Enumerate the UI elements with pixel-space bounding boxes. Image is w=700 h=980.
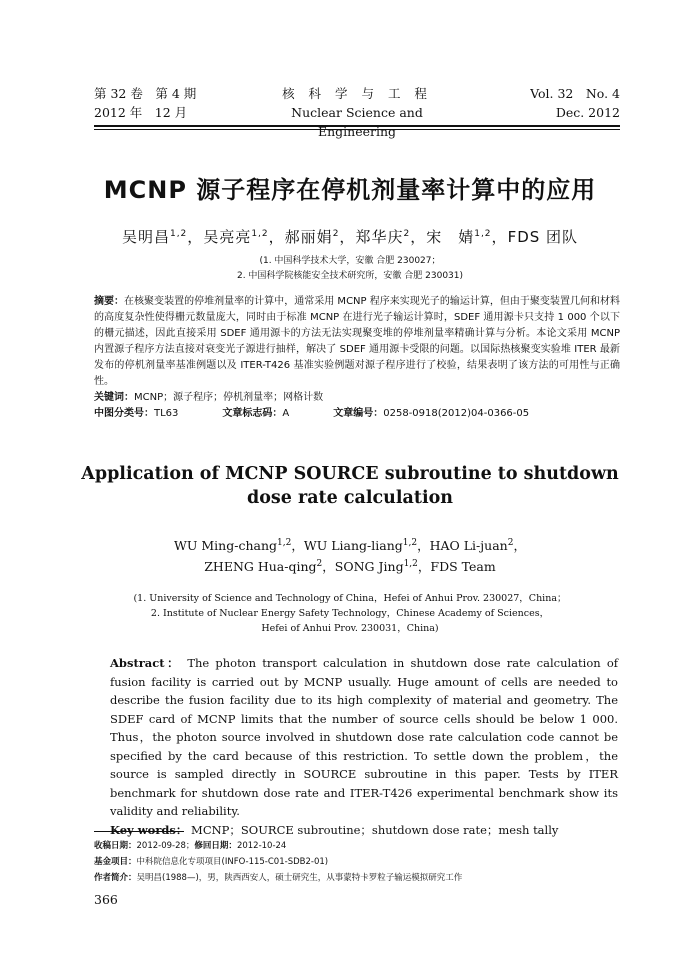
keywords-label: 关键词： xyxy=(94,392,134,403)
author: WU Ming-chang$^{1,2}$， xyxy=(174,538,304,554)
article-no-label: 文章编号： xyxy=(333,408,384,419)
title-line: Application of MCNP SOURCE subroutine to shutdown xyxy=(81,464,619,484)
affiliation-line: 2. Institute of Nuclear Energy Safety Technology，Chinese Academy of Sciences， xyxy=(150,608,550,619)
english-authors xyxy=(60,534,640,576)
keywords-label: Key words： xyxy=(110,822,188,837)
keywords-text: MCNP；SOURCE subroutine；shutdown dose rate；mesh tally xyxy=(191,822,559,837)
chinese-abstract xyxy=(94,294,620,422)
header-rule-thick xyxy=(94,125,620,127)
revised-date: 2012-10-24 xyxy=(236,841,287,851)
author: FDS Team xyxy=(430,559,496,575)
journal-name-en: Nuclear Science and Engineering xyxy=(291,105,423,139)
doc-code-label: 文章标志码： xyxy=(222,408,283,419)
author: 郝丽娟$^2$ xyxy=(284,228,340,246)
abstract-text: 在核聚变装置的停堆剂量率的计算中，通常采用 MCNP 程序来实现光子的输运计算，但由于聚变装置几何和材料的高度复杂性使得栅元数量庞大，同时由于标准 MCNP 在进行光子输运计算时，SDEF 通用源卡只支持 1 000 个以下的栅元描述，因此直接采用 SDEF 通用源卡的方法无法实现聚变堆的停堆剂量率精确计算与分析。本论文采用 MCNP 内置源子程序方法直接对衰变光子源进行抽样，解决了 SDEF 通用源卡受限的问题。以国际热核聚变实验堆 ITER 最新发布的停机剂量率基准例题以及 ITER-T426 基准实验例题对源子程序进行了校验，结果表明了该方法的可用性与正确性。 xyxy=(94,296,620,387)
clc-label: 中图分类号： xyxy=(94,408,154,419)
affiliation-line: Hefei of Anhui Prov. 230031，China) xyxy=(261,623,439,634)
author: SONG Jing$^{1,2}$， xyxy=(334,559,431,575)
title-line: dose rate calculation xyxy=(247,488,453,508)
author: ZHENG Hua-qing$^2$， xyxy=(204,559,335,575)
chinese-title: MCNP 源子程序在停机剂量率计算中的应用 xyxy=(103,176,597,204)
author: 吴亮亮$^{1,2}$ xyxy=(203,228,269,246)
keywords-text: MCNP；源子程序；停机剂量率；网格计数 xyxy=(134,392,324,403)
footnotes xyxy=(94,838,620,886)
date-cn: 2012 年 12 月 xyxy=(94,105,188,120)
header-rule-thin xyxy=(94,129,620,130)
clc-value: TL63 xyxy=(154,408,179,419)
footnote-rule xyxy=(94,831,184,832)
author: HAO Li-juan$^2$， xyxy=(429,538,526,554)
volume-issue-en: Vol. 32 No. 4 xyxy=(530,86,620,101)
received-label: 收稿日期： xyxy=(94,841,137,851)
page-number: 366 xyxy=(94,892,118,907)
article-no-value: 0258-0918(2012)04-0366-05 xyxy=(383,408,530,419)
author: 郑华庆$^2$ xyxy=(355,228,411,246)
classification-row xyxy=(94,406,620,422)
journal-name-cn: 核 科 学 与 工 程 xyxy=(282,86,432,101)
abstract-label: 摘要： xyxy=(94,296,125,307)
author: FDS 团队 xyxy=(507,228,579,246)
volume-issue-cn: 第 32 卷 第 4 期 xyxy=(94,86,197,101)
bio-label: 作者简介： xyxy=(94,873,137,883)
revised-label: 修回日期： xyxy=(194,841,237,851)
doc-code-value: A xyxy=(282,408,290,419)
chinese-authors: 吴明昌$^{1,2}$，吴亮亮$^{1,2}$，郝丽娟$^2$，郑华庆$^2$，宋 婧$^{1,2}$，FDS 团队 xyxy=(121,228,579,246)
author: WU Liang-liang$^{1,2}$， xyxy=(303,538,430,554)
english-title xyxy=(80,462,620,510)
date-en: Dec. 2012 xyxy=(555,105,620,120)
received-date: 2012-09-28； xyxy=(136,841,195,851)
fund-label: 基金项目： xyxy=(94,857,137,867)
running-header xyxy=(94,84,620,141)
fund-text: 中科院信息化专项项目(INFO-115-C01-SDB2-01) xyxy=(136,857,329,867)
chinese-affiliations xyxy=(60,254,640,284)
english-affiliations xyxy=(60,591,640,636)
abstract-text: The photon transport calculation in shutdown dose rate calculation of fusion facility is carried out by MCNP usually. Huge amount of cells are needed to describe the fusion facility due to its high complexity of material and geometry. The SDEF card of MCNP limits that the number of source cells should be below 1 000. Thus，the photon source involved in shutdown dose rate calculation code cannot be specified by the card because of this restriction. To settle down the problem，the source is sampled directly in SOURCE subroutine in this paper. Tests by ITER benchmark for shutdown dose rate and ITER-T426 experimental benchmark show its validity and reliability. xyxy=(110,656,619,818)
english-abstract xyxy=(110,654,618,839)
affiliation-line: (1. 中国科学技术大学，安徽 合肥 230027； xyxy=(259,256,441,266)
author: 吴明昌$^{1,2}$ xyxy=(121,228,188,246)
abstract-label: Abstract： xyxy=(110,656,182,670)
affiliation-line: (1. University of Science and Technology of China，Hefei of Anhui Prov. 230027，China； xyxy=(133,593,567,604)
author: 宋 婧$^{1,2}$ xyxy=(426,228,492,246)
affiliation-line: 2. 中国科学院核能安全技术研究所，安徽 合肥 230031) xyxy=(236,271,464,281)
bio-text: 吴明昌(1988—)，男，陕西西安人，硕士研究生，从事蒙特卡罗粒子输运模拟研究工作 xyxy=(136,873,463,883)
